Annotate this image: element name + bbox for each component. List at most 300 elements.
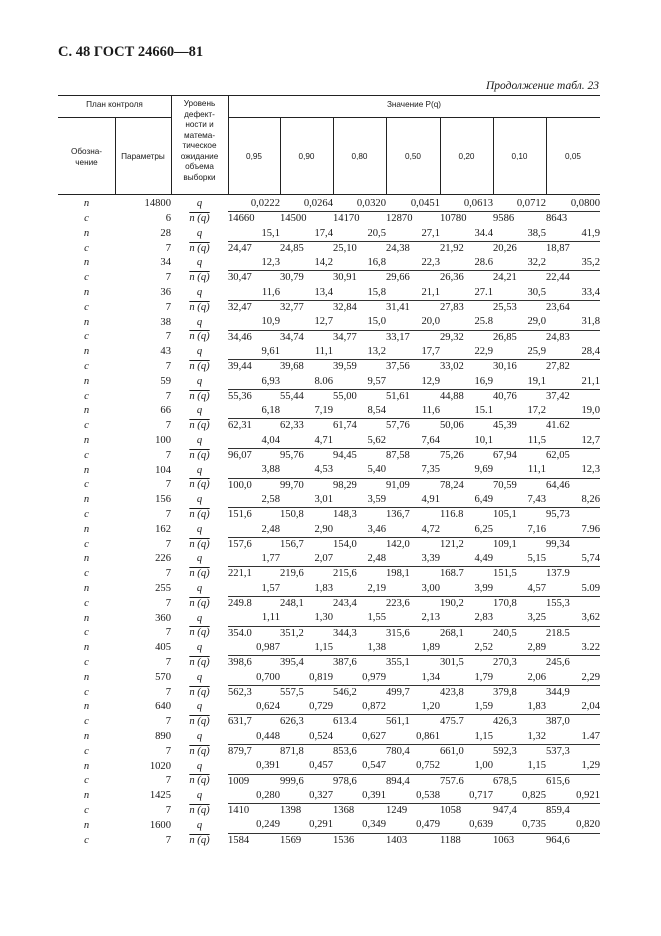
designation-cell: n — [83, 227, 90, 239]
level-cell — [171, 197, 228, 212]
value-cell: 34,77 — [333, 331, 357, 343]
table-continuation-label: Продолжение табл. 23 — [486, 80, 599, 92]
value-cell: 3,88 — [228, 463, 280, 478]
table-row — [58, 700, 600, 715]
parameter-cell: 34 — [160, 257, 171, 269]
parameter-cell: 226 — [155, 553, 171, 565]
value-cell: 5,74 — [546, 552, 600, 567]
value-cell: 35,2 — [546, 256, 600, 271]
designation-cell: c — [84, 745, 89, 757]
table-row — [58, 523, 600, 538]
value-cell: 3,25 — [493, 611, 546, 626]
value-cell: 33,02 — [440, 361, 464, 373]
level-cell — [171, 227, 228, 242]
header-plan: План контроля — [86, 100, 143, 109]
level-label: q — [196, 790, 203, 802]
parameter-cell: 7 — [165, 568, 171, 580]
parameter-cell: 66 — [160, 405, 171, 417]
value-cell: 2,89 — [493, 641, 546, 656]
designation-cell: n — [83, 287, 90, 299]
value-cell: 98,29 — [333, 479, 357, 491]
value-cell: 22,3 — [386, 256, 440, 271]
parameter-cell: 6 — [165, 213, 171, 225]
value-cell: 4,53 — [280, 463, 333, 478]
value-cell: 1,29 — [546, 759, 600, 774]
level-label: q — [196, 819, 203, 831]
value-cell: 32,84 — [333, 302, 357, 314]
designation-cell: c — [84, 597, 89, 609]
table-row — [58, 641, 600, 656]
value-cell: 9,61 — [228, 345, 280, 360]
value-cell: 7,19 — [280, 404, 333, 419]
header-value: Значение P(q) — [386, 100, 442, 109]
table-row — [58, 567, 600, 582]
level-label: n (q) — [189, 213, 210, 225]
value-cell: 351,2 — [280, 627, 304, 639]
level-cell — [171, 212, 228, 227]
designation-cell: n — [83, 198, 90, 210]
value-cell: 11,6 — [228, 286, 280, 301]
designation-cell: n — [83, 346, 90, 358]
value-cell: 1,55 — [333, 611, 386, 626]
value-cell: 136,7 — [386, 509, 410, 521]
level-cell — [171, 656, 228, 671]
table-row — [58, 256, 600, 271]
value-cell: 0,249 — [228, 818, 280, 833]
value-cell: 1009 — [228, 775, 250, 787]
value-cell: 11,1 — [280, 345, 333, 360]
parameter-cell: 7 — [165, 390, 171, 402]
value-cell: 95,73 — [546, 509, 570, 521]
value-cell: 14,2 — [280, 256, 333, 271]
level-cell — [171, 626, 228, 641]
level-label: q — [196, 523, 203, 535]
value-cell: 4,57 — [493, 582, 546, 597]
level-cell — [171, 671, 228, 686]
value-cell: 626,3 — [280, 716, 304, 728]
parameter-cell: 38 — [160, 316, 171, 328]
header-p-020: 0,20 — [458, 152, 475, 161]
value-cell: 1,30 — [280, 611, 333, 626]
table-row — [58, 597, 600, 612]
value-cell: 947,4 — [493, 805, 517, 817]
designation-cell: n — [83, 494, 90, 506]
designation-cell: n — [83, 405, 90, 417]
value-cell: 0,825 — [493, 789, 546, 804]
parameter-cell: 7 — [165, 242, 171, 254]
value-cell: 1058 — [440, 805, 462, 817]
value-cell: 11,5 — [493, 434, 546, 449]
parameter-cell: 156 — [155, 494, 171, 506]
designation-cell: c — [84, 242, 89, 254]
value-cell: 24,38 — [386, 242, 410, 254]
table-row — [58, 759, 600, 774]
level-label: n (q) — [189, 627, 210, 639]
value-cell: 248,1 — [280, 598, 304, 610]
level-cell — [171, 523, 228, 538]
level-cell — [171, 804, 228, 819]
parameter-cell: 7 — [165, 686, 171, 698]
designation-cell: n — [83, 760, 90, 772]
level-label: q — [196, 435, 203, 446]
value-cell: 1188 — [440, 834, 461, 846]
value-cell: 0,717 — [440, 789, 493, 804]
value-cell: 34,46 — [228, 331, 252, 343]
level-cell — [171, 389, 228, 404]
value-cell: 30,16 — [493, 361, 517, 373]
value-cell: 25.8 — [440, 315, 493, 330]
value-cell: 268,1 — [440, 627, 464, 639]
designation-cell: n — [83, 730, 90, 742]
designation-cell: c — [84, 804, 89, 816]
value-cell: 1,34 — [386, 671, 440, 686]
designation-cell: c — [84, 213, 89, 225]
value-cell: 50,06 — [440, 420, 464, 432]
table-row — [58, 626, 600, 641]
level-cell — [171, 730, 228, 745]
table-row — [58, 301, 600, 316]
value-cell: 29,32 — [440, 331, 464, 343]
parameter-cell: 1425 — [149, 790, 171, 802]
value-cell: 91,09 — [386, 479, 410, 491]
value-cell: 0,700 — [228, 671, 280, 686]
value-cell: 1,15 — [440, 730, 493, 745]
value-cell: 0,391 — [333, 789, 386, 804]
header-p-010: 0,10 — [511, 152, 528, 161]
value-cell: 151,5 — [493, 568, 517, 580]
value-cell: 1,20 — [386, 700, 440, 715]
value-cell: 537,3 — [546, 745, 570, 757]
level-cell — [171, 582, 228, 597]
table-row — [58, 212, 600, 227]
parameter-cell: 7 — [165, 538, 171, 550]
table-row — [58, 804, 600, 819]
value-cell: 0,861 — [386, 730, 440, 745]
value-cell: 55,00 — [333, 390, 357, 402]
value-cell: 221,1 — [228, 568, 252, 580]
value-cell: 11,6 — [386, 404, 440, 419]
value-cell: 137.9 — [546, 568, 570, 580]
parameter-cell: 7 — [165, 272, 171, 284]
value-cell: 3,00 — [386, 582, 440, 597]
value-cell: 4,71 — [280, 434, 333, 449]
value-cell: 562,3 — [228, 686, 252, 698]
value-cell: 1398 — [280, 805, 302, 817]
value-cell: 2,13 — [386, 611, 440, 626]
table-row — [58, 730, 600, 745]
level-label: q — [196, 287, 203, 299]
table-header — [58, 95, 600, 195]
designation-cell: c — [84, 656, 89, 668]
value-cell: 155,3 — [546, 598, 570, 610]
value-cell: 1,57 — [228, 582, 280, 597]
value-cell: 0,0222 — [228, 197, 280, 212]
table-row — [58, 552, 600, 567]
table-row — [58, 345, 600, 360]
level-label: q — [196, 760, 203, 772]
level-label: n (q) — [189, 361, 210, 373]
value-cell: 5,62 — [333, 434, 386, 449]
level-label: n (q) — [189, 301, 210, 313]
parameter-cell: 360 — [155, 612, 171, 624]
value-cell: 0,538 — [386, 789, 440, 804]
table-row — [58, 241, 600, 256]
value-cell: 10,9 — [228, 315, 280, 330]
designation-cell: c — [84, 420, 89, 432]
value-cell: 1584 — [228, 834, 250, 846]
value-cell: 55,44 — [280, 390, 304, 402]
table-row — [58, 330, 600, 345]
level-label: q — [196, 257, 203, 269]
level-cell — [171, 597, 228, 612]
table-row — [58, 818, 600, 833]
value-cell: 41.62 — [546, 420, 570, 432]
value-cell: 15,0 — [333, 315, 386, 330]
level-label: q — [196, 582, 203, 594]
parameter-cell: 7 — [165, 597, 171, 609]
table-row — [58, 197, 600, 212]
parameter-cell: 14800 — [144, 198, 171, 210]
designation-cell: n — [83, 553, 90, 565]
value-cell: 62,05 — [546, 450, 570, 462]
value-cell: 38,5 — [493, 227, 546, 242]
level-cell — [171, 715, 228, 730]
value-cell: 14660 — [228, 213, 255, 225]
value-cell: 1,11 — [228, 611, 280, 626]
level-label: q — [196, 464, 203, 476]
parameter-cell: 7 — [165, 508, 171, 520]
value-cell: 44,88 — [440, 390, 464, 402]
designation-cell: n — [83, 671, 90, 683]
value-cell: 546,2 — [333, 686, 357, 698]
parameter-cell: 640 — [155, 701, 171, 713]
level-label: n (q) — [189, 390, 210, 402]
value-cell: 3,39 — [386, 552, 440, 567]
value-cell: 30,79 — [280, 272, 304, 284]
value-cell: 109,1 — [493, 538, 517, 550]
value-cell: 31,41 — [386, 302, 410, 314]
parameter-cell: 255 — [155, 582, 171, 594]
value-cell: 7,64 — [386, 434, 440, 449]
level-label: q — [196, 701, 203, 713]
value-cell: 30,91 — [333, 272, 357, 284]
level-cell — [171, 508, 228, 523]
value-cell: 12870 — [386, 213, 413, 225]
value-cell: 6,93 — [228, 375, 280, 390]
value-cell: 2,90 — [280, 523, 333, 538]
value-cell: 1,77 — [228, 552, 280, 567]
value-cell: 100,0 — [228, 479, 252, 491]
value-cell: 1,59 — [440, 700, 493, 715]
value-cell: 45,39 — [493, 420, 517, 432]
parameter-cell: 43 — [160, 346, 171, 358]
value-cell: 4,72 — [386, 523, 440, 538]
value-cell: 12,9 — [386, 375, 440, 390]
designation-cell: n — [83, 375, 90, 387]
value-cell: 29,0 — [493, 315, 546, 330]
value-cell: 12,7 — [546, 434, 600, 449]
value-cell: 150,8 — [280, 509, 304, 521]
value-cell: 2,83 — [440, 611, 493, 626]
parameter-cell: 7 — [165, 834, 171, 846]
parameter-cell: 7 — [165, 804, 171, 816]
value-cell: 387,0 — [546, 716, 570, 728]
parameter-cell: 104 — [155, 464, 171, 476]
value-cell: 142,0 — [386, 538, 410, 550]
value-cell: 0,819 — [280, 671, 333, 686]
value-cell: 1,83 — [493, 700, 546, 715]
value-cell: 95,76 — [280, 450, 304, 462]
designation-cell: c — [84, 716, 89, 728]
value-cell: 1,83 — [280, 582, 333, 597]
value-cell: 11,1 — [493, 463, 546, 478]
value-cell: 0,0712 — [493, 197, 546, 212]
level-cell — [171, 611, 228, 626]
value-cell: 270,3 — [493, 657, 517, 669]
designation-cell: c — [84, 479, 89, 491]
value-cell: 5,40 — [333, 463, 386, 478]
level-label: n (q) — [189, 508, 210, 520]
value-cell: 344,9 — [546, 686, 570, 698]
value-cell: 379,8 — [493, 686, 517, 698]
value-cell: 780,4 — [386, 745, 410, 757]
value-cell: 24,21 — [493, 272, 517, 284]
value-cell: 2,04 — [546, 700, 600, 715]
value-cell: 1569 — [280, 834, 302, 846]
level-label: n (q) — [189, 804, 210, 816]
value-cell: 557,5 — [280, 686, 304, 698]
value-cell: 1410 — [228, 805, 250, 817]
value-cell: 3,99 — [440, 582, 493, 597]
designation-cell: c — [84, 361, 89, 373]
value-cell: 0,0264 — [280, 197, 333, 212]
parameter-cell: 7 — [165, 656, 171, 668]
value-cell: 1,79 — [440, 671, 493, 686]
value-cell: 8643 — [546, 213, 568, 225]
value-cell: 94,45 — [333, 450, 357, 462]
level-cell — [171, 463, 228, 478]
value-cell: 0,624 — [228, 700, 280, 715]
value-cell: 105,1 — [493, 509, 517, 521]
parameter-cell: 1600 — [149, 819, 171, 831]
value-cell: 1,89 — [386, 641, 440, 656]
value-cell: 243,4 — [333, 598, 357, 610]
value-cell: 21,1 — [386, 286, 440, 301]
level-cell — [171, 404, 228, 419]
value-cell: 20,26 — [493, 242, 517, 254]
level-cell — [171, 744, 228, 759]
value-cell: 26,85 — [493, 331, 517, 343]
level-label: q — [196, 730, 203, 742]
level-cell — [171, 552, 228, 567]
level-label: n (q) — [189, 449, 210, 461]
value-cell: 1063 — [493, 834, 515, 846]
value-cell: 964,6 — [546, 834, 570, 846]
value-cell: 0,448 — [228, 730, 280, 745]
value-cell: 3,01 — [280, 493, 333, 508]
value-cell: 879,7 — [228, 745, 252, 757]
value-cell: 39,68 — [280, 361, 304, 373]
value-cell: 28,4 — [546, 345, 600, 360]
value-cell: 4,49 — [440, 552, 493, 567]
value-cell: 21,92 — [440, 242, 464, 254]
value-cell: 18,87 — [546, 242, 570, 254]
value-cell: 168.7 — [440, 568, 464, 580]
designation-cell: n — [83, 316, 90, 328]
level-cell — [171, 641, 228, 656]
level-label: n (q) — [189, 420, 210, 432]
value-cell: 3,59 — [333, 493, 386, 508]
value-cell: 678,5 — [493, 775, 517, 787]
level-cell — [171, 493, 228, 508]
value-cell: 0,729 — [280, 700, 333, 715]
table-row — [58, 744, 600, 759]
level-cell — [171, 567, 228, 582]
table-row — [58, 493, 600, 508]
value-cell: 31,8 — [546, 315, 600, 330]
page-title: С. 48 ГОСТ 24660—81 — [58, 44, 204, 60]
designation-cell: n — [83, 642, 90, 654]
table-row — [58, 449, 600, 464]
value-cell: 30,5 — [493, 286, 546, 301]
value-cell: 1,15 — [280, 641, 333, 656]
value-cell: 7,35 — [386, 463, 440, 478]
level-cell — [171, 419, 228, 434]
designation-cell: n — [83, 435, 90, 446]
value-cell: 354.0 — [228, 627, 252, 639]
value-cell: 62,33 — [280, 420, 304, 432]
value-cell: 426,3 — [493, 716, 517, 728]
table-row — [58, 656, 600, 671]
value-cell: 16,8 — [333, 256, 386, 271]
value-cell: 14170 — [333, 213, 360, 225]
table-row — [58, 271, 600, 286]
parameter-cell: 7 — [165, 331, 171, 343]
designation-cell: n — [83, 257, 90, 269]
value-cell: 0,349 — [333, 818, 386, 833]
level-label: n (q) — [189, 745, 210, 757]
value-cell: 70,59 — [493, 479, 517, 491]
value-cell: 157,6 — [228, 538, 252, 550]
value-cell: 398,6 — [228, 657, 252, 669]
value-cell: 27,82 — [546, 361, 570, 373]
value-cell: 20,5 — [333, 227, 386, 242]
value-cell: 757.6 — [440, 775, 464, 787]
header-level: Уровень дефект- ности и матема- тическое ожидание объема выборки — [180, 99, 219, 182]
parameter-cell: 7 — [165, 716, 171, 728]
value-cell: 871,8 — [280, 745, 304, 757]
value-cell: 148,3 — [333, 509, 357, 521]
value-cell: 8.06 — [280, 375, 333, 390]
header-p-080: 0,80 — [351, 152, 368, 161]
value-cell: 22,44 — [546, 272, 570, 284]
table-row — [58, 833, 600, 848]
value-cell: 6,49 — [440, 493, 493, 508]
value-cell: 0,391 — [228, 759, 280, 774]
designation-cell: c — [84, 272, 89, 284]
value-cell: 27,1 — [386, 227, 440, 242]
level-cell — [171, 685, 228, 700]
value-cell: 27.1 — [440, 286, 493, 301]
value-cell: 27,83 — [440, 302, 464, 314]
parameter-cell: 36 — [160, 287, 171, 299]
header-p-050: 0,50 — [405, 152, 421, 161]
value-cell: 2,19 — [333, 582, 386, 597]
designation-cell: c — [84, 568, 89, 580]
parameter-cell: 59 — [160, 375, 171, 387]
parameter-cell: 7 — [165, 301, 171, 313]
value-cell: 12,3 — [228, 256, 280, 271]
